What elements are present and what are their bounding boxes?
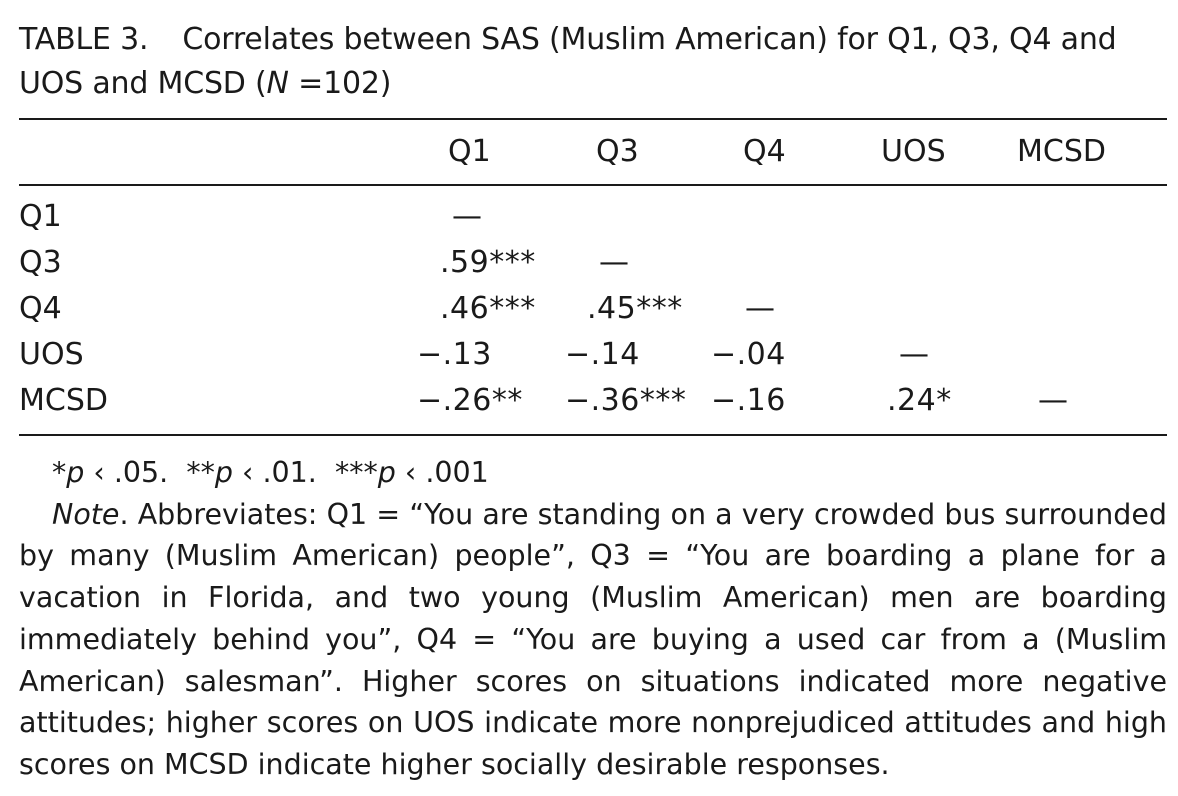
col-header-q1: Q1 — [448, 134, 491, 169]
row-label-uos: UOS — [19, 337, 84, 372]
sig1-p: p — [66, 456, 85, 489]
row-label-mcsd: MCSD — [19, 383, 108, 418]
cell-q3-q3: — — [599, 245, 630, 280]
top-rule — [19, 118, 1167, 120]
sig2-stars: ** — [186, 456, 215, 489]
table-label: TABLE 3. — [19, 22, 149, 57]
cell-uos-q1: −.13 — [417, 337, 492, 372]
sig3-threshold: ‹ .001 — [395, 456, 489, 489]
col-header-uos: UOS — [881, 134, 946, 169]
cell-q3-q1: .59*** — [440, 245, 536, 280]
row-label-q4: Q4 — [19, 291, 62, 326]
sig1-stars: * — [52, 456, 67, 489]
sig3-p: p — [377, 456, 396, 489]
row-label-q3: Q3 — [19, 245, 62, 280]
cell-mcsd-q4: −.16 — [711, 383, 786, 418]
sig1-threshold: ‹ .05. — [84, 456, 169, 489]
col-header-mcsd: MCSD — [1017, 134, 1106, 169]
cell-q4-q1: .46*** — [440, 291, 536, 326]
sig3-stars: *** — [335, 456, 378, 489]
cell-mcsd-q3: −.36*** — [565, 383, 687, 418]
cell-q4-q3: .45*** — [587, 291, 683, 326]
note-text: . Abbreviates: Q1 = “You are standing on a very crowded bus surrounded by many (Muslim American) people”, Q3 = “You are boarding a plane for a vacation in Florida, and two young (Muslim American) men are boarding immediately behind you”, Q4 = “You are buying a used car from a (Muslim American) salesman”. Higher scores on situations indicated more negative attitudes; higher scores on UOS indicate more nonprejudiced attitudes and high scores on MCSD indicate higher socially desirable responses. — [19, 497, 1167, 781]
cell-q4-q4: — — [745, 291, 776, 326]
col-header-q3: Q3 — [596, 134, 639, 169]
cell-mcsd-mcsd: — — [1038, 383, 1069, 418]
table-note — [19, 494, 1167, 786]
table-title-n: N — [266, 66, 289, 101]
table-title-part1: Correlates between SAS (Muslim American) for Q1, Q3, Q4 and UOS and MCSD ( — [19, 22, 1117, 101]
cell-mcsd-q1: −.26** — [417, 383, 523, 418]
cell-uos-q3: −.14 — [565, 337, 640, 372]
col-header-q4: Q4 — [743, 134, 786, 169]
significance-note — [19, 452, 1167, 494]
sig2-threshold: ‹ .01. — [232, 456, 317, 489]
cell-mcsd-uos: .24* — [887, 383, 952, 418]
cell-uos-q4: −.04 — [711, 337, 786, 372]
row-label-q1: Q1 — [19, 199, 62, 234]
note-label: Note — [52, 497, 120, 531]
bottom-rule — [19, 434, 1167, 436]
cell-q1-q1: — — [452, 199, 483, 234]
table-caption — [19, 18, 1167, 106]
cell-uos-uos: — — [899, 337, 930, 372]
sig2-p: p — [214, 456, 233, 489]
header-rule — [19, 184, 1167, 186]
table-footnotes — [19, 452, 1167, 786]
table-title-part2: =102) — [288, 66, 392, 101]
